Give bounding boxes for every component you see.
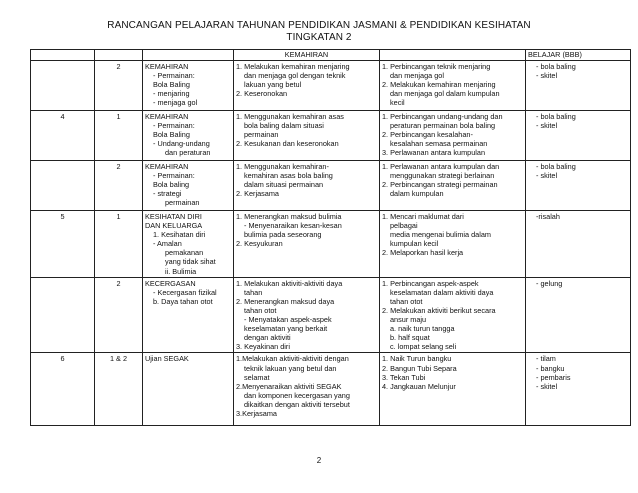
topik-line: permainan — [165, 198, 200, 208]
topik-line: yang tidak sihat — [165, 257, 216, 267]
cell-objektif — [234, 111, 380, 161]
topik-line: 1. Kesihatan diri — [153, 230, 206, 240]
bbb-line: - gelung — [536, 278, 563, 288]
objektif-line: 2. Menerangkan maksud daya — [236, 296, 335, 306]
cell-topik — [143, 161, 234, 211]
cell-bbb — [526, 211, 631, 278]
aktiviti-line: 1. Perbincangan teknik menjaring — [382, 62, 491, 71]
cell-aktiviti — [380, 211, 526, 278]
cell-bbb — [526, 161, 631, 211]
aktiviti-line: dan menjaga gol dalam kumpulan — [390, 89, 500, 99]
objektif-line: 2. Kerjasama — [236, 189, 279, 199]
title-line-2: TINGKATAN 2 — [286, 32, 352, 43]
cell-unit: 1 — [95, 111, 143, 161]
bbb-line: - skitel — [536, 381, 558, 391]
bbb-line: - bola baling — [536, 62, 576, 71]
cell-bbb — [526, 277, 631, 353]
cell-bbb — [526, 61, 631, 111]
table-row — [31, 161, 631, 211]
cell-topik — [143, 277, 234, 353]
topik-line: pemakanan — [165, 248, 204, 258]
table-row — [31, 277, 631, 353]
cell-unit: 1 & 2 — [95, 353, 143, 426]
cell-objektif — [234, 61, 380, 111]
topik-line: KEMAHIRAN — [145, 162, 189, 171]
table-row — [31, 211, 631, 278]
topik-line: - Permainan: — [153, 121, 195, 131]
cell-unit: 2 — [95, 277, 143, 353]
header-blank — [143, 50, 234, 61]
aktiviti-line: 1. Perlawanan antara kumpulan dan — [382, 162, 500, 171]
objektif-line: 3.Kerjasama — [236, 408, 277, 418]
header-blank — [380, 50, 526, 61]
topik-line: - Permainan: — [153, 71, 195, 81]
objektif-line: 1. Menerangkan maksud bulimia — [236, 212, 342, 221]
cell-bbb — [526, 353, 631, 426]
topik-line: - Kecergasan fizikal — [153, 287, 217, 297]
objektif-line: 3. Keyakinan diri — [236, 342, 290, 352]
aktiviti-line: kumpulan kecil — [390, 239, 439, 249]
objektif-line: - Menyatakan aspek-aspek — [244, 315, 332, 325]
topik-line: Ujian SEGAK — [145, 354, 189, 364]
aktiviti-line: peraturan permainan bola baling — [390, 121, 496, 131]
cell-objektif — [234, 353, 380, 426]
topik-line: Bola baling — [153, 180, 190, 190]
objektif-line: 1. Menggunakan kemahiran asas — [236, 112, 344, 121]
objektif-line: dan komponen kecergasan yang — [244, 390, 350, 400]
topik-line: - strategi — [153, 189, 182, 199]
title-line-1: RANCANGAN PELAJARAN TAHUNAN PENDIDIKAN JASMANI & PENDIDIKAN KESIHATAN — [107, 20, 531, 31]
aktiviti-line: tahan otot — [390, 296, 423, 306]
aktiviti-line: 3. Tekan Tubi — [382, 372, 426, 382]
cell-topik — [143, 211, 234, 278]
aktiviti-line: 1. Mencari maklumat dari — [382, 212, 464, 221]
cell-unit: 1 — [95, 211, 143, 278]
objektif-line: dan menjaga gol dengan teknik — [244, 71, 346, 81]
topik-line: KEMAHIRAN — [145, 112, 189, 121]
header-bbb: BELAJAR (BBB) — [526, 50, 631, 61]
aktiviti-line: ansur maju — [390, 315, 427, 325]
page-number: 2 — [316, 456, 322, 465]
aktiviti-line: a. naik turun tangga — [390, 324, 455, 334]
cell-objektif — [234, 277, 380, 353]
topik-line: KECERGASAN — [145, 278, 196, 288]
objektif-line: 2. Kesukanan dan keseronokan — [236, 139, 339, 149]
objektif-line: keselamatan yang berkait — [244, 324, 328, 334]
cell-topik — [143, 61, 234, 111]
table-row — [31, 111, 631, 161]
objektif-line: teknik lakuan yang betul dan — [244, 363, 337, 373]
cell-minggu — [31, 277, 95, 353]
document-title — [0, 20, 638, 44]
objektif-line: selamat — [244, 372, 270, 382]
bbb-line: - tilam — [536, 354, 556, 364]
aktiviti-line: menggunakan strategi berlainan — [390, 171, 495, 181]
aktiviti-line: 1. Perbincangan undang-undang dan — [382, 112, 503, 121]
aktiviti-line: b. half squat — [390, 333, 430, 343]
cell-topik — [143, 353, 234, 426]
cell-minggu — [31, 61, 95, 111]
cell-minggu: 5 — [31, 211, 95, 278]
cell-objektif — [234, 161, 380, 211]
objektif-line: 2.Menyenaraikan aktiviti SEGAK — [236, 381, 342, 391]
topik-line: Bola Baling — [153, 80, 190, 90]
cell-aktiviti — [380, 277, 526, 353]
aktiviti-line: 3. Perlawanan antara kumpulan — [382, 148, 486, 158]
objektif-line: lakuan yang betul — [244, 80, 302, 90]
aktiviti-line: 1. Naik Turun bangku — [382, 354, 452, 364]
objektif-line: 1. Melakukan kemahiran menjaring — [236, 62, 350, 71]
topik-line: DAN KELUARGA — [145, 221, 203, 231]
aktiviti-line: 2. Melakukan kemahiran menjaring — [382, 80, 496, 90]
bbb-line: - bola baling — [536, 112, 576, 121]
topik-line: - Amalan — [153, 239, 182, 249]
objektif-line: - Menyenaraikan kesan-kesan — [244, 221, 342, 231]
aktiviti-line: dalam kumpulan — [390, 189, 444, 199]
cell-topik — [143, 111, 234, 161]
cell-minggu: 4 — [31, 111, 95, 161]
aktiviti-line: kesalahan semasa permainan — [390, 139, 488, 149]
bbb-line: - skitel — [536, 71, 558, 81]
cell-unit: 2 — [95, 161, 143, 211]
aktiviti-line: 1. Perbincangan aspek-aspek — [382, 278, 479, 288]
header-row — [31, 50, 631, 61]
aktiviti-line: 2. Melaporkan hasil kerja — [382, 248, 464, 258]
aktiviti-line: media mengenai bulimia dalam — [390, 230, 491, 240]
topik-line: - Permainan: — [153, 171, 195, 181]
bbb-line: - pembaris — [536, 372, 571, 382]
aktiviti-line: 2. Bangun Tubi Separa — [382, 363, 457, 373]
header-blank — [31, 50, 95, 61]
topik-line: ii. Bulimia — [165, 266, 197, 276]
objektif-line: tahan otot — [244, 305, 277, 315]
objektif-line: bola baling dalam situasi — [244, 121, 324, 131]
bbb-line: -risalah — [536, 212, 560, 221]
aktiviti-line: kecil — [390, 98, 405, 108]
objektif-line: 1.Melakukan aktiviti-aktiviti dengan — [236, 354, 349, 364]
header-blank — [95, 50, 143, 61]
objektif-line: tahan — [244, 287, 263, 297]
cell-bbb — [526, 111, 631, 161]
objektif-line: bulimia pada seseorang — [244, 230, 322, 240]
aktiviti-line: 2. Perbincangan strategi permainan — [382, 180, 498, 190]
aktiviti-line: 2. Melakukan aktiviti berikut secara — [382, 305, 496, 315]
aktiviti-line: keselamatan dalam aktiviti daya — [390, 287, 494, 297]
objektif-line: 2. Keseronokan — [236, 89, 288, 99]
topik-line: Bola Baling — [153, 130, 190, 140]
cell-aktiviti — [380, 353, 526, 426]
topik-line: - Undang-undang — [153, 139, 210, 149]
aktiviti-line: 2. Perbincangan kesalahan- — [382, 130, 473, 140]
topik-line: dan peraturan — [165, 148, 211, 158]
lesson-plan-table — [30, 49, 631, 426]
topik-line: - menjaring — [153, 89, 190, 99]
bbb-line: - bola baling — [536, 162, 576, 171]
objektif-line: 2. Kesyukuran — [236, 239, 283, 249]
cell-minggu: 6 — [31, 353, 95, 426]
cell-aktiviti — [380, 161, 526, 211]
cell-minggu — [31, 161, 95, 211]
objektif-line: 1. Menggunakan kemahiran- — [236, 162, 329, 171]
objektif-line: dengan aktiviti — [244, 333, 291, 343]
aktiviti-line: 4. Jangkauan Melunjur — [382, 381, 456, 391]
bbb-line: - skitel — [536, 121, 558, 131]
table-row — [31, 61, 631, 111]
header-kemahiran: KEMAHIRAN — [234, 50, 380, 61]
cell-unit: 2 — [95, 61, 143, 111]
objektif-line: 1. Melakukan aktiviti-aktiviti daya — [236, 278, 343, 288]
cell-aktiviti — [380, 61, 526, 111]
bbb-line: - skitel — [536, 171, 558, 181]
topik-line: KEMAHIRAN — [145, 62, 189, 71]
aktiviti-line: c. lompat selang seli — [390, 342, 457, 352]
aktiviti-line: pelbagai — [390, 221, 418, 231]
aktiviti-line: dan menjaga gol — [390, 71, 444, 81]
table-row — [31, 353, 631, 426]
cell-aktiviti — [380, 111, 526, 161]
bbb-line: - bangku — [536, 363, 565, 373]
objektif-line: kemahiran asas bola baling — [244, 171, 333, 181]
cell-objektif — [234, 211, 380, 278]
topik-line: KESIHATAN DIRI — [145, 212, 202, 221]
objektif-line: dikaitkan dengan aktiviti tersebut — [244, 399, 350, 409]
topik-line: b. Daya tahan otot — [153, 296, 213, 306]
objektif-line: dalam situasi permainan — [244, 180, 324, 190]
topik-line: - menjaga gol — [153, 98, 198, 108]
objektif-line: permainan — [244, 130, 279, 140]
